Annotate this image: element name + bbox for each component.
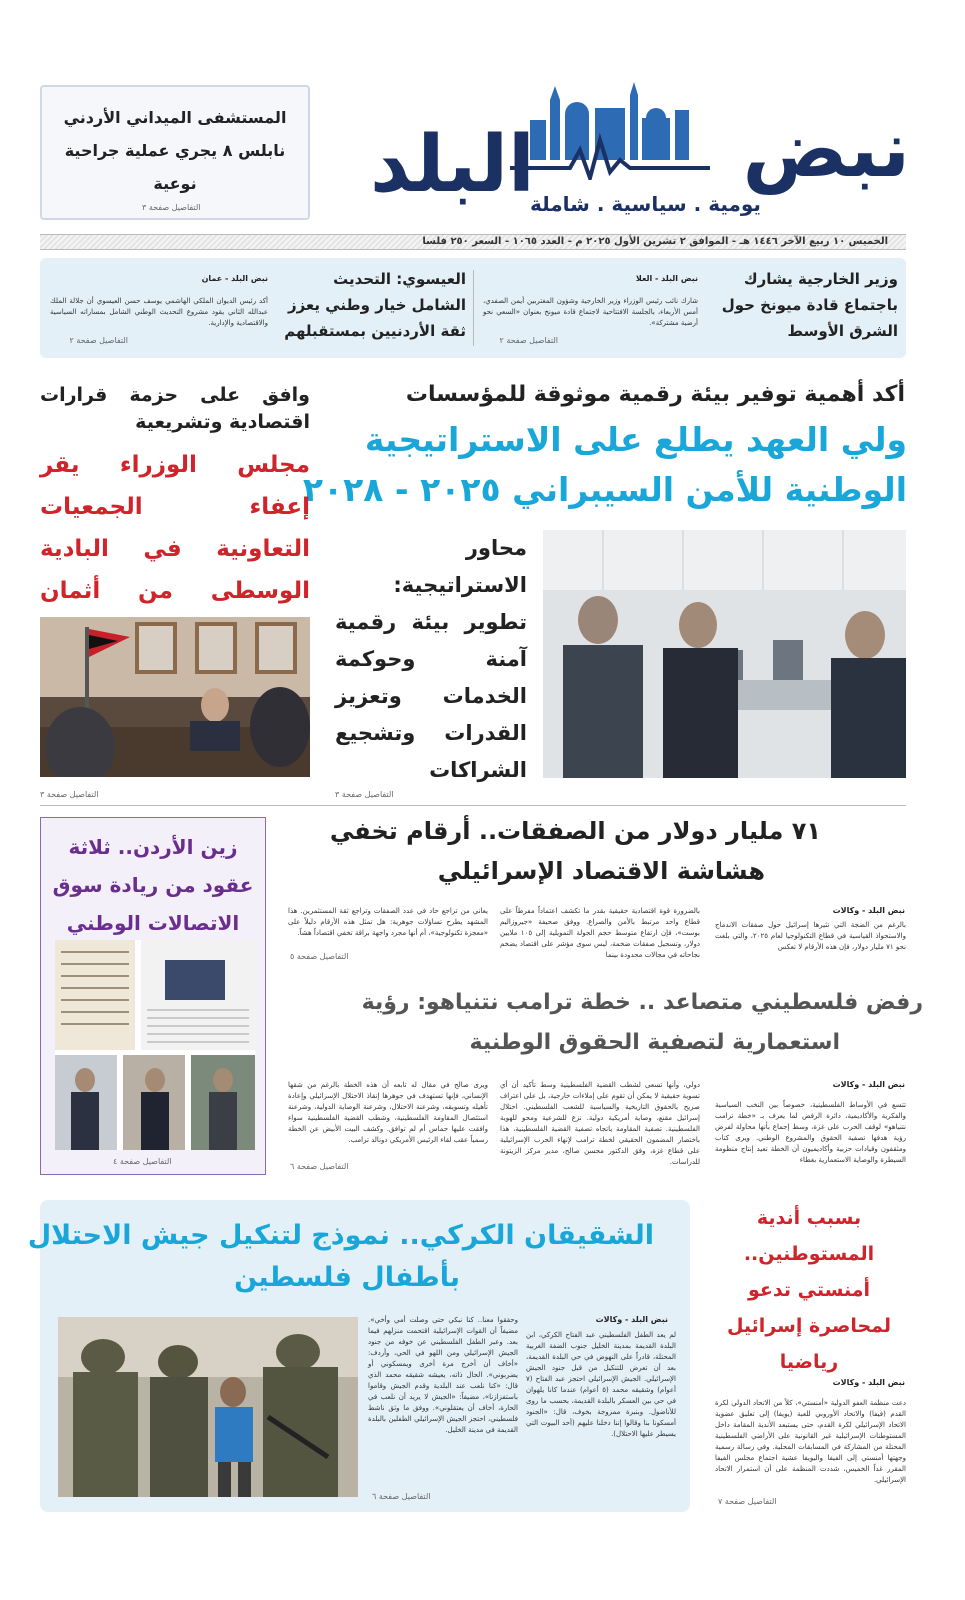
karaki-col1: لم يعد الطفل الفلسطيني عبد الفتاح الكركي، ابن البلدة القديمة بمدينة الخليل جنوب الضفة الغربية المحتلة، قادراً على النهوض في حي البلدة القديمة، بعد أن تعرض للتنكيل من قبل جنود الجيش الإسرائيلي. الجيش الإسرائيلي احتجز عبد الفتاح (٧ أعوام) وشقيقه محمد (٥ أعوام) عندما كانا يلهوان في حي بين العسكر بالبلدة القديمة، بحسب ما روى للأناضول. وبنبرة ممزوجة بخوف، قال: «الجنود أمسكونا بنا وقالوا إننا دخلنا عليهم (أحد البيوت التي يسيطر عليها الاحتلال). xyxy=(526,1331,676,1438)
skyline-heartbeat-icon xyxy=(510,80,710,180)
tagline: يومية . سياسية . شاملة xyxy=(530,192,761,216)
zain-details[interactable]: التفاصيل صفحة ٤ xyxy=(113,1157,172,1166)
top-briefs-panel xyxy=(40,258,906,358)
main-details[interactable]: التفاصيل صفحة ٣ xyxy=(335,790,394,799)
karaki-col2: وحققوا معنا.. كنا نبكي حتى وصلت أمي وأخي». مضيفاً أن القوات الإسرائيلية اقتحمت منزلهم فيما بعد. وعبر الطفل الفلسطيني عن خوفه من جنود الجيش الإسرائيلي ومن اللهو في الحي، وأردف: «أخاف أن أخرج مرة أخرى ويمسكوني أو يضربوني». الحال ذاته، يعيشه شقيقه محمد الذي قال: «كنا نلعب عند البلدية وقدم الجيش وقاموا باستفزازنا»، مضيفاً: «الجيش لا يريد أن نلعب في الحارة، أخاف أن يعتقلوني». ووفق ما وثق ناشط فلسطيني، احتجز الجيش الإسرائيلي الطفلين بالبلدة القديمة في مدينة الخليل. xyxy=(368,1316,518,1434)
economy-details[interactable]: التفاصيل صفحة ٥ xyxy=(290,952,349,961)
karaki-photo xyxy=(58,1317,358,1497)
brief-headline: العيسوي: التحديث الشامل خيار وطني يعزز ثقة الأردنيين بمستقبلهم xyxy=(284,270,466,340)
brief-body: أكد رئيس الديوان الملكي الهاشمي يوسف حسن العيسوي أن جلالة الملك عبدالله الثاني يقود مشروع التحديث الوطني الشامل بمساراته السياسية والاقتصادية والإدارية. xyxy=(50,297,268,327)
palestine-headline-line1[interactable]: رفض فلسطيني متصاعد .. خطة ترامب نتنياهو: رؤية xyxy=(361,990,923,1015)
economy-byline: نبض البلد - وكالات xyxy=(832,906,905,915)
palestine-col3: ويرى صالح في مقال له تابعه أن هذه الخطة بالرغم من شقها الإنساني، فإنها تستهدف في جوهرها إنقاذ الاحتلال الإسرائيلي وإعادة تأهيله وتسويقه، وشرعنة الاحتلال، وشرعنة الوصاية الدولية، وشرعنة استئصال المقاومة الفلسطينية، وشطب القضية الفلسطينية سواء وافقت عليها حماس أم لم توافق. وكشف البيت الأبيض عن الخطة رسمياً عقب لقاء الرئيس الأمريكي دونالد ترامب. xyxy=(288,1081,488,1144)
brief-details[interactable]: التفاصيل صفحة ٢ xyxy=(69,336,128,345)
economy-col3: يعاني من تراجع حاد في عدد الصفقات وتراجع ثقة المستثمرين. هذا المشهد يطرح تساؤلات جوهرية: هل تمثل هذه الأرقام دليلاً على «معجزة تكنولوجية»، أم أنها مجرد واجهة براقة تخفي اقتصاداً هشاً. xyxy=(288,907,488,937)
karaki-byline: نبض البلد - وكالات xyxy=(595,1315,668,1324)
zain-box[interactable] xyxy=(40,817,266,1175)
brief-foreign-minister[interactable] xyxy=(478,266,898,352)
cabinet-meeting-photo-icon xyxy=(40,617,310,777)
cabinet-kicker: وافق على حزمة قرارات اقتصادية وتشريعية xyxy=(40,384,310,433)
karaki-headline-line1[interactable]: الشقيقان الكركي.. نموذج لتنكيل جيش الاحتلال xyxy=(27,1220,654,1251)
zain-collage xyxy=(55,940,255,1150)
brief-headline: وزير الخارجية يشارك باجتماع قادة ميونخ حول الشرق الأوسط xyxy=(721,270,898,340)
main-side-text: محاور الاستراتيجية: تطوير بيئة رقمية آمنة وحوكمة الخدمات وتعزيز القدرات وتشجيع الشراكات xyxy=(335,536,527,782)
main-photo-crown-prince xyxy=(543,530,906,778)
cabinet-headline[interactable]: مجلس الوزراء يقر إعفاء الجمعيات التعاونية في البادية الوسطى من أثمان xyxy=(40,452,310,604)
economy-headline-line2[interactable]: هشاشة الاقتصاد الإسرائيلي xyxy=(437,857,765,885)
palestine-col1: تتسع في الأوساط الفلسطينية، خصوصاً بين النخب السياسية والفكرية والأكاديمية، دائرة الرفض لما يعرف بـ «خطة ترامب نتنياهو» لوقف الحرب على غزة، وسط إجماع بأنها محاولة لفرض رؤية هدفها تصفية الحقوق والمشروع الوطني. ويرى كتاب ومثقفون وقيادات حزبية وأكاديميون أن الخطة تعيد إنتاج منظومة السيطرة والوصاية الاستعمارية بغطاء xyxy=(715,1101,906,1164)
brief-divider xyxy=(473,270,474,346)
palestine-col2: دولي، وأنها تسعى لشطب القضية الفلسطينية وسط تأكيد أن أي تسوية حقيقية لا يمكن أن تقوم على إملاءات خارجية، بل على اعتراف صريح بالحقوق التاريخية والسياسية للشعب الفلسطيني. احتلال إسرائيل مقنع، وصاية أمريكية دولية. نزع للشرعية ومحو للهوية الفلسطينية. تصفية المقاومة باتجاه تصفية القضية الفلسطينية، هذا باختصار المضمون الحقيقي لخطة ترامب لإنهاء الحرب الإسرائيلية على قطاع غزة، وفق الدكتور محسن صالح، مدير مركز الزيتونة للدراسات. xyxy=(500,1081,700,1166)
palestine-details[interactable]: التفاصيل صفحة ٦ xyxy=(290,1162,349,1171)
promo-headline: المستشفى الميداني الأردني نابلس ٨ يجري عملية جراحية نوعية xyxy=(63,108,287,193)
zain-headline: زين الأردن.. ثلاثة عقود من ريادة سوق الاتصالات الوطني xyxy=(52,835,254,935)
main-headline-line1[interactable]: ولي العهد يطلع على الاستراتيجية xyxy=(364,420,907,459)
amnesty-byline: نبض البلد - وكالات xyxy=(832,1378,905,1387)
karaki-headline-line2[interactable]: بأطفال فلسطين xyxy=(234,1262,460,1293)
brief-byline: نبض البلد - عمان xyxy=(201,274,268,283)
main-headline-line2[interactable]: الوطنية للأمن السيبراني ٢٠٢٥ - ٢٠٢٨ xyxy=(302,470,907,509)
brief-byline: نبض البلد - العلا xyxy=(635,274,698,283)
promo-details[interactable]: التفاصيل صفحة ٣ xyxy=(142,203,201,212)
cabinet-photo xyxy=(40,617,310,777)
main-kicker: أكد أهمية توفير بيئة رقمية موثوقة للمؤسسات xyxy=(405,382,905,407)
amnesty-body: دعت منظمة العفو الدولية «أمنستي»، كلاً من الاتحاد الدولي لكرة القدم (فيفا) والاتحاد الأوروبي للعبة (يويفا) إلى تعليق عضوية الاتحاد الإسرائيلي لكرة القدم، حتى يستبعد الأندية المقامة داخل المستوطنات الإسرائيلية غير القانونية على الأراضي الفلسطينية المحتلة من المشاركة في المسابقات المحلية. وفي رسالة رسمية وجهتها أمنستي إلى الفيفا واليويفا عشية اجتماع مجلس الفيفا المقرر غداً الخميس، شددت المنظمة على أن استمرار الاتحاد الإسرائيلي. xyxy=(715,1399,906,1484)
promo-box-field-hospital[interactable] xyxy=(40,85,310,220)
palestine-headline-line2[interactable]: استعمارية لتصفية الحقوق الوطنية xyxy=(469,1030,840,1055)
logo-word-right: نبض xyxy=(742,105,910,195)
brief-body: شارك نائب رئيس الوزراء وزير الخارجية وشؤون المغتربين أيمن الصفدي، أمس الأربعاء، بالجلسة الافتتاحية لاجتماع قادة ميونخ بعنوان «السعي نحو أرضية مشتركة». xyxy=(483,297,698,327)
brief-issawi[interactable] xyxy=(48,266,466,352)
section-divider xyxy=(40,805,906,806)
date-text: الخميس ١٠ ربيع الآخر ١٤٤٦ هـ - الموافق ٢ تشرين الأول ٢٠٢٥ م - العدد ١٠٦٥ - السعر ٢٥٠ فلسا xyxy=(422,236,888,247)
palestine-byline: نبض البلد - وكالات xyxy=(832,1080,905,1089)
economy-col2: بالضرورة قوة اقتصادية حقيقية بقدر ما تكشف اعتماداً مفرطاً على قطاع واحد مرتبط بالأمن والصراع. ووفق صحيفة «جيروزاليم بوست»، فإن ارتفاع متوسط حجم الجولة التمويلية إلى ١٠٥ ملايين دولار، وتسجيل صفقات ضخمة، ليس سوى مؤشر على اقتصاد يضخم نجاحاته في مجالات محدودة بينما xyxy=(500,907,700,959)
karaki-details[interactable]: التفاصيل صفحة ٦ xyxy=(372,1492,431,1501)
date-bar xyxy=(40,234,906,250)
zain-collage-photo-icon xyxy=(55,940,255,1150)
amnesty-details[interactable]: التفاصيل صفحة ٧ xyxy=(718,1497,777,1506)
economy-headline-line1[interactable]: ٧١ مليار دولار من الصفقات.. أرقام تخفي xyxy=(329,817,821,845)
logo-word-left: البلد xyxy=(370,120,535,210)
karaki-panel xyxy=(27,1200,690,1512)
crown-prince-photo-icon xyxy=(543,530,906,778)
cabinet-details[interactable]: التفاصيل صفحة ٣ xyxy=(40,790,99,799)
economy-col1: بالرغم من الضجة التي تثيرها إسرائيل حول صفقات الاندماج والاستحواذ القياسية في قطاع التكنولوجيا لعام ٢٠٢٥، والتي بلغت نحو ٧١ مليار دولار، فإن هذه الأرقام لا تعكس xyxy=(715,921,906,951)
soldiers-child-photo-icon xyxy=(58,1317,358,1497)
masthead xyxy=(350,70,920,230)
brief-details[interactable]: التفاصيل صفحة ٢ xyxy=(499,336,558,345)
amnesty-headline[interactable]: بسبب أندية المستوطنين.. أمنستي تدعو لمحاصرة إسرائيل رياضيا xyxy=(726,1207,892,1373)
